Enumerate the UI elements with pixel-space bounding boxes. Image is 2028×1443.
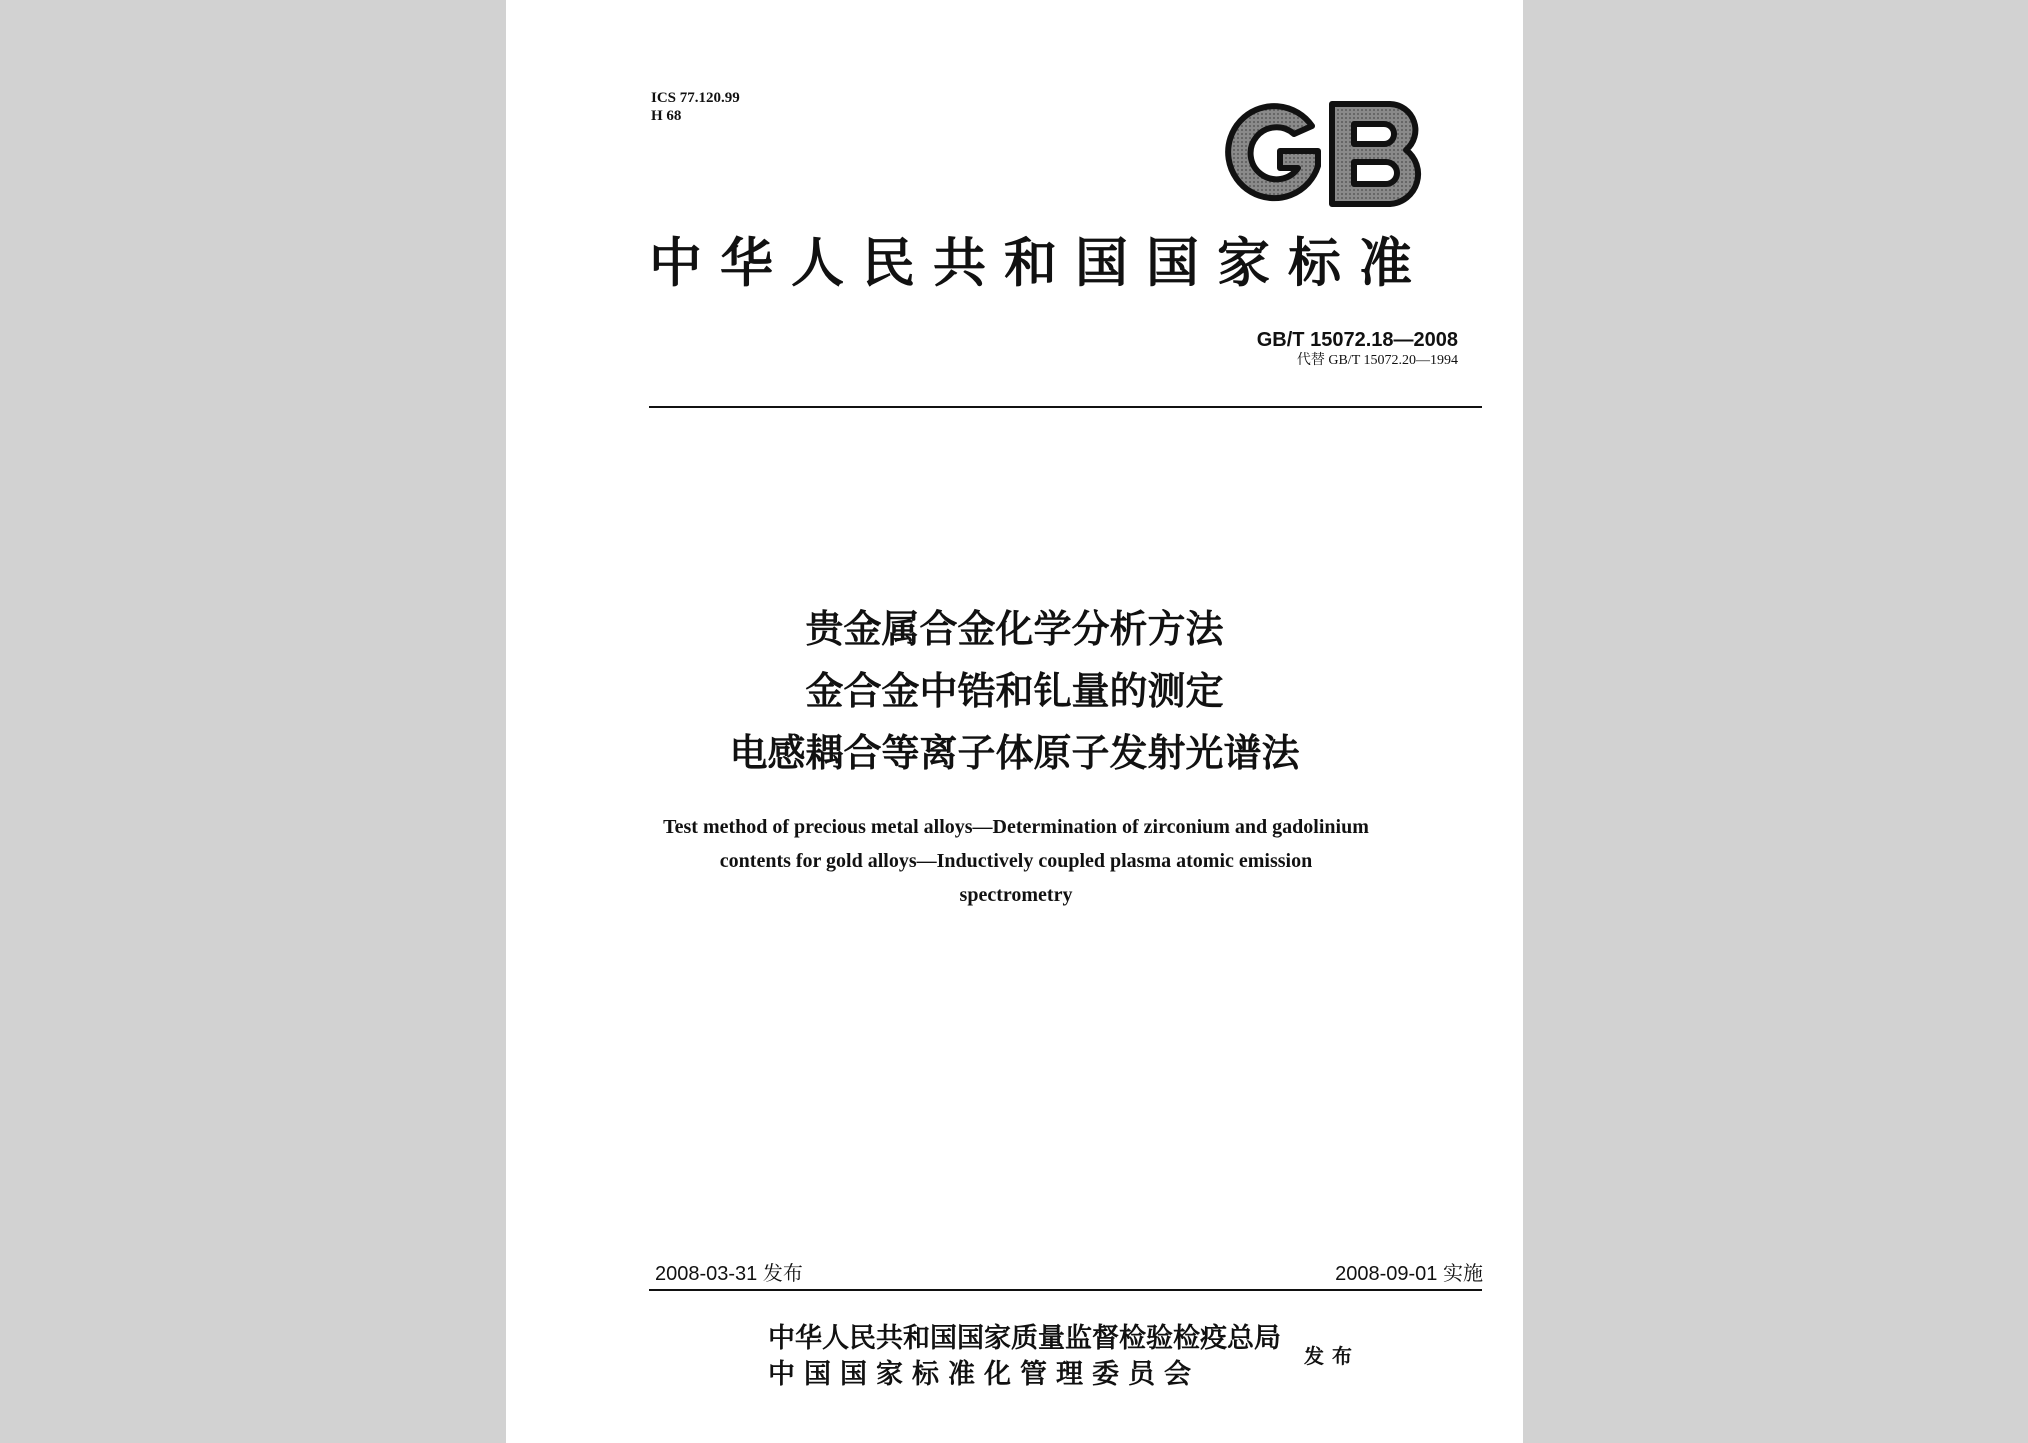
publish-label: 发布	[1304, 1344, 1360, 1368]
footer-divider	[649, 1289, 1482, 1291]
logo-letter-b	[1332, 104, 1418, 204]
chinese-title-line: 电感耦合等离子体原子发射光谱法	[729, 731, 1300, 775]
document-page	[506, 0, 1523, 1443]
chinese-title-line: 金合金中锆和钆量的测定	[805, 669, 1224, 713]
chinese-title	[506, 598, 1523, 784]
classification-codes	[651, 89, 740, 125]
national-standard-heading: 中华人民共和国国家标准	[649, 233, 1430, 294]
english-title	[656, 810, 1376, 912]
english-title-line: spectrometry	[959, 884, 1073, 906]
issuer-aqsiq: 中华人民共和国国家质量监督检验检疫总局	[768, 1323, 1281, 1354]
chinese-title-line: 贵金属合金化学分析方法	[805, 607, 1224, 651]
gb-logo	[1220, 96, 1432, 212]
logo-letter-g	[1228, 106, 1318, 198]
standard-number: GB/T 15072.18—2008	[1256, 329, 1458, 351]
replaced-standard: 代替 GB/T 15072.20—1994	[1296, 353, 1458, 368]
english-title-line: Test method of precious metal alloys—Determination of zirconium and gadolinium	[663, 816, 1369, 838]
issue-date: 2008-03-31 发布	[655, 1263, 803, 1285]
header-divider	[649, 406, 1482, 408]
english-title-line: contents for gold alloys—Inductively coupled plasma atomic emission	[719, 850, 1313, 872]
issuing-authorities	[768, 1321, 1281, 1393]
issuer-sac: 中国国家标准化管理委员会	[768, 1359, 1200, 1390]
effective-date: 2008-09-01 实施	[1335, 1263, 1483, 1285]
ccs-code: H 68	[651, 108, 682, 124]
ics-code: ICS 77.120.99	[651, 90, 740, 106]
